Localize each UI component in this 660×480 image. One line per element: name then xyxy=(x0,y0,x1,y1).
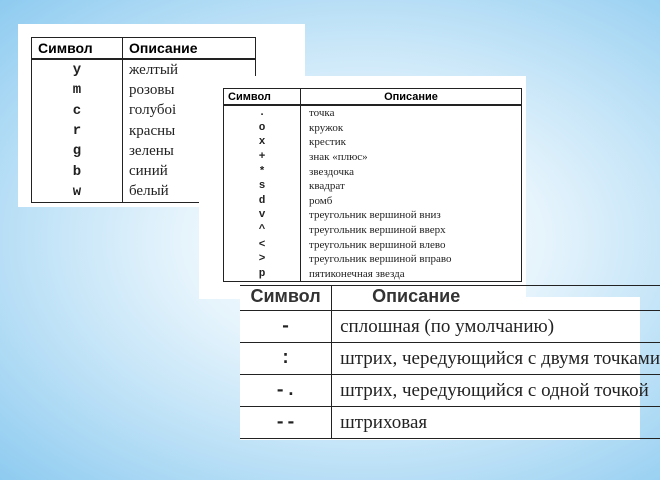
symbol-cell: p xyxy=(224,267,301,282)
symbol-cell: -. xyxy=(240,375,332,407)
table-row xyxy=(224,135,522,150)
symbol-cell: < xyxy=(224,237,301,252)
symbol-column-header: Символ xyxy=(224,89,301,106)
symbol-cell: v xyxy=(224,208,301,223)
table-row xyxy=(224,121,522,136)
symbol-cell: b xyxy=(32,161,123,181)
symbol-cell: > xyxy=(224,252,301,267)
table-row xyxy=(240,375,660,407)
symbol-cell: c xyxy=(32,101,123,121)
table-header-row xyxy=(224,89,522,106)
symbol-column-header: Символ xyxy=(32,38,123,60)
table-row xyxy=(240,407,660,439)
description-cell: штрих, чередующийся с двумя точками xyxy=(332,343,660,375)
table-row xyxy=(224,179,522,194)
table-row xyxy=(224,267,522,282)
description-cell: точка xyxy=(309,107,335,120)
marker-table xyxy=(223,88,522,282)
description-column-header: Описание xyxy=(332,286,660,311)
symbol-cell: ^ xyxy=(224,223,301,238)
description-cell: кружок xyxy=(309,121,344,134)
table-row xyxy=(224,208,522,223)
symbol-cell: x xyxy=(224,135,301,150)
line-style-table xyxy=(240,285,660,439)
table-row xyxy=(240,343,660,375)
description-cell: звездочка xyxy=(309,165,355,178)
description-cell: треугольник вершиной влево xyxy=(309,238,446,251)
symbol-cell: : xyxy=(240,343,332,375)
description-cell: голубоi xyxy=(129,102,177,119)
description-cell: красны xyxy=(129,122,176,139)
symbol-column-header: Символ xyxy=(240,286,332,311)
symbol-cell: -- xyxy=(240,407,332,439)
symbol-cell: m xyxy=(32,80,123,100)
symbol-cell: + xyxy=(224,150,301,165)
table-row xyxy=(224,194,522,209)
description-cell: треугольник вершиной вниз xyxy=(309,209,441,222)
description-cell: розовы xyxy=(129,81,175,98)
symbol-cell: w xyxy=(32,182,123,203)
symbol-cell: - xyxy=(240,311,332,343)
description-cell: белый xyxy=(129,183,169,200)
description-cell: штрих, чередующийся с одной точкой xyxy=(332,375,660,407)
symbol-cell: d xyxy=(224,194,301,209)
table-row xyxy=(240,311,660,343)
description-cell: крестик xyxy=(309,136,346,149)
description-cell: ромб xyxy=(309,194,333,207)
table-row xyxy=(224,223,522,238)
description-cell: знак «плюс» xyxy=(309,151,368,164)
description-cell: синий xyxy=(129,163,168,180)
description-cell: квадрат xyxy=(309,180,345,193)
description-cell: штриховая xyxy=(332,407,660,439)
description-cell: желтый xyxy=(129,61,178,78)
table-row xyxy=(224,105,522,121)
table-header-row xyxy=(32,38,256,60)
description-cell: пятиконечная звезда xyxy=(309,267,405,280)
description-column-header: Описание xyxy=(123,38,256,60)
symbol-cell: r xyxy=(32,121,123,141)
description-cell: треугольник вершиной вправо xyxy=(309,253,452,266)
description-column-header: Описание xyxy=(301,89,522,106)
symbol-cell: g xyxy=(32,141,123,161)
table-row xyxy=(224,252,522,267)
table-header-row xyxy=(240,286,660,311)
symbol-cell: o xyxy=(224,121,301,136)
table-row xyxy=(224,150,522,165)
line-style-table-panel xyxy=(240,286,660,440)
table-row xyxy=(224,237,522,252)
symbol-cell: s xyxy=(224,179,301,194)
description-cell: сплошная (по умолчанию) xyxy=(332,311,660,343)
symbol-cell: * xyxy=(224,164,301,179)
symbol-cell: y xyxy=(32,59,123,80)
marker-table-panel xyxy=(199,76,526,299)
table-row xyxy=(224,164,522,179)
symbol-cell: . xyxy=(224,105,301,121)
description-cell: треугольник вершиной вверх xyxy=(309,224,446,237)
description-cell: зелены xyxy=(129,142,174,159)
